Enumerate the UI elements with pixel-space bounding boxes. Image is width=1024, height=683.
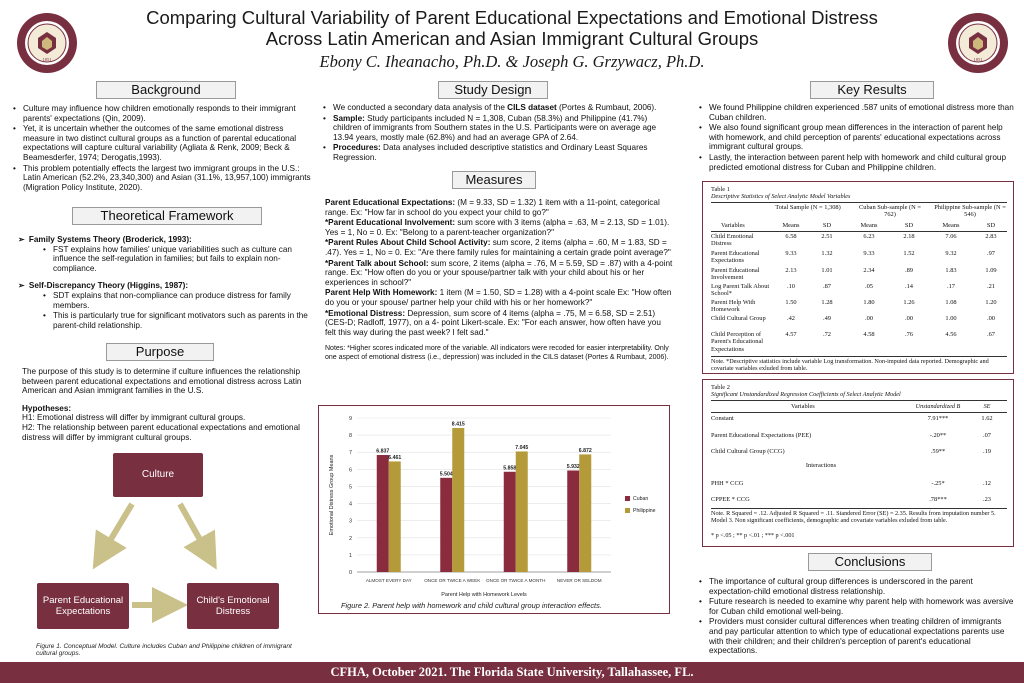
table-2-significance: * p <.05 ; ** p <.01 ; *** p <.001 (711, 532, 795, 539)
x-tick-label: ALMOST EVERY DAY (365, 578, 412, 583)
table-cell: 9.33 (785, 250, 797, 257)
legend-label: Cuban (633, 496, 649, 502)
authors: Ebony C. Iheanacho, Ph.D. & Joseph G. Grzywacz, Ph.D. (319, 52, 705, 71)
table-1-col-header: SD (904, 222, 914, 229)
table-cell: .97 (987, 250, 995, 257)
data-label: 6.461 (388, 454, 402, 461)
measure-phh: Parent Help With Homework: 1 item (M = 1.50, SD = 1.28) with a 4-point scale Ex: "How often do you or your spouse/ partner help your child with his or her homework?" (325, 288, 672, 307)
framework-heading: Theoretical Framework (72, 207, 262, 225)
table-1-group: Philippine Sub-sample (N = 546) (934, 204, 1006, 219)
design-bullet: • We conducted a secondary data analysis of the CILS dataset (Portes & Rumbaut, 2006). (322, 103, 672, 113)
conclusions-heading: Conclusions (808, 553, 932, 571)
table-cell: .76 (905, 331, 913, 338)
table-row-label: Child Cultural Group (711, 315, 766, 322)
table-cell: .49 (823, 315, 831, 322)
table-cell: 1.00 (945, 315, 957, 322)
table-cell: .07 (983, 432, 991, 439)
table-cell: 2.18 (903, 233, 915, 240)
framework-bullet: • This is particularly true for significant motivators such as parents in the parent-child relationship. (42, 311, 308, 330)
table-2-col-header: Unstandardized B (915, 403, 961, 410)
table-row-label: CPPEE * CCG (711, 496, 750, 503)
table-1-title: Descriptive Statistics of Select Analytic Model Variables (711, 193, 851, 201)
measure-pee: Parent Educational Expectations: (M = 9.33, SD = 1.32) 1 item with a 11-point, categorical range. Ex: "How far in school do you expect your child to go?" (325, 198, 660, 217)
table-cell: .67 (987, 331, 995, 338)
y-tick-label: 4 (348, 501, 352, 508)
table-cell: .59** (930, 448, 946, 455)
title-line-2: Across Latin American and Asian Immigrant Cultural Groups (265, 28, 759, 49)
table-cell: 6.23 (863, 233, 875, 240)
table-cell: 2.13 (785, 267, 797, 274)
bar-cuban (504, 472, 516, 572)
y-tick-label: 5 (348, 484, 352, 491)
bar-philippine (516, 451, 528, 572)
svg-text:1851: 1851 (42, 57, 52, 62)
table-cell: -.25* (931, 480, 945, 487)
bar-philippine (579, 454, 591, 572)
measures-text (325, 198, 673, 362)
table-cell: 1.01 (821, 267, 833, 274)
measures-notes: Notes: *Higher scores indicated more of the variable. All indicators were recoded for easier interpretability. Only one aspect of emotional distress (i.e., depression) was included in the CILS dataset (Portes & Rumbaut, 2006). (325, 345, 669, 361)
table-cell: 4.56 (945, 331, 957, 338)
y-axis-label: Emotional Distress Group Means (329, 454, 335, 536)
table-cell: 1.28 (821, 299, 833, 306)
framework-bullet: • FST explains how families' unique variabilities such as culture can influence the self-regulation in families; but fails to explain non-compliance. (42, 245, 308, 274)
table-cell: 1.50 (785, 299, 797, 306)
table-1-col-header: Variables (721, 222, 745, 229)
table-cell: .42 (787, 315, 795, 322)
poster-header (0, 0, 1024, 80)
table-1-col-header: Means (860, 222, 878, 229)
table-cell: 2.34 (863, 267, 875, 274)
legend-swatch (625, 496, 630, 501)
hypothesis-2: H2: The relationship between parent educational expectations and emotional distress will differ by immigrant cultural groups. (22, 422, 300, 442)
table-2 (711, 384, 1007, 544)
arrow-down-left (102, 504, 132, 554)
table-row-label: Child Perception of Parent's Educational Expectations (711, 331, 764, 353)
table-2-col-header: Variables (791, 403, 815, 410)
table-cell: .12 (983, 480, 991, 487)
y-tick-label: 6 (348, 467, 352, 474)
figure-1-caption: Figure 1. Conceptual Model. Culture includes Cuban and Philippine children of immigrant cultural groups. (36, 643, 292, 657)
purpose-paragraph: The purpose of this study is to determine if culture influences the relationship between parent educational expectations and emotional distress across Latin American and Asian immigrant families in the U.S. (22, 367, 302, 396)
svg-text:1851: 1851 (973, 57, 983, 62)
arrow-right-icon: ➢ (18, 235, 25, 244)
theory-2-heading: Self-Discrepancy Theory (Higgins, 1987): (28, 281, 189, 291)
table-2-interactions-label: Interactions (805, 462, 837, 469)
y-tick-label: 3 (348, 518, 352, 525)
design-bullet: • Procedures: Data analyses included descriptive statistics and Ordinary Least Squares Regression. (322, 143, 672, 162)
framework-text (18, 232, 308, 331)
table-1 (711, 186, 1007, 371)
table-cell: .00 (987, 315, 995, 322)
table-cell: -.20** (929, 432, 947, 439)
title-line-1: Comparing Cultural Variability of Parent Educational Expectations and Emotional Distress (146, 7, 878, 28)
x-tick-label: ONCE OR TWICE A WEEK (424, 578, 481, 583)
table-cell: .89 (905, 267, 913, 274)
table-cell: .17 (947, 283, 955, 290)
table-row-label: Child Emotional Distress (711, 233, 754, 248)
study-design-text (322, 103, 672, 164)
table-cell: 1.32 (821, 250, 833, 257)
table-cell: 1.20 (985, 299, 997, 306)
table-cell: .00 (905, 315, 913, 322)
table-1-frame (702, 181, 1014, 374)
background-bullet: • This problem potentially effects the largest two immigrant groups in the U.S.: Latin American (52.2%, 23,340,300) and Asian (31.1%, 13,957,100) immigrants (Migration Policy Institute, 2020). (12, 164, 312, 193)
table-1-label: Table 1 (711, 186, 730, 193)
table-row-label: Parent Educational Involvement (711, 267, 760, 282)
table-1-col-header: SD (822, 222, 832, 229)
table-2-label: Table 2 (711, 384, 730, 391)
table-cell: 4.58 (863, 331, 875, 338)
university-seal-icon (16, 12, 78, 74)
table-2-title: Significant Unstandardized Regression Coefficients of Select Analytic Model (711, 391, 901, 399)
y-tick-label: 7 (348, 450, 352, 457)
background-text (12, 104, 312, 193)
measure-distress: *Emotional Distress: Depression, sum score of 4 items (alpha = .75, M = 6.58, SD = 2.51) (CES-D; Radloff, 1977), on a 4- point Likert-scale. Ex: "For each answer, how often have you felt this way during the past week? I felt sad." (325, 308, 661, 337)
background-bullet: • Yet, it is uncertain whether the outcomes of the same emotional distress measure in two distinct cultural groups as a function of parental educational expectations will capture cultural variability (Agliata & Renk, 2009; Beck & Beamesderfer, 1974; Derogatis,1993). (12, 124, 312, 162)
table-2-col-header: SE (983, 403, 991, 410)
table-cell: 1.62 (981, 415, 993, 422)
y-tick-label: 0 (348, 570, 352, 576)
bar-cuban (440, 478, 452, 572)
table-cell: 9.33 (863, 250, 875, 257)
purpose-text (22, 367, 312, 442)
legend-swatch (625, 508, 630, 513)
table-cell: .10 (787, 283, 795, 290)
table-2-note: Note. R Squared = .12. Adjusted R Squared = .11. Standered Error (SE) = 2.35. Results from imputation number 5. Model 3. Non significant coefficients, demographic and covariate variables exluded from table. (711, 510, 996, 524)
table-cell: 7.06 (945, 233, 957, 240)
table-row-label: Log Parent Talk About School* (711, 283, 770, 298)
hypothesis-1: H1: Emotional distress will differ by immigrant cultural groups. (22, 413, 246, 423)
table-cell: .87 (823, 283, 831, 290)
key-results-heading: Key Results (810, 81, 934, 99)
results-bullet: • We found Philippine children experienced .587 units of emotional distress more than Cuban children. (698, 103, 1016, 122)
table-1-group: Total Sample (N = 1,308) (775, 204, 841, 211)
bar-philippine (389, 461, 401, 572)
ced-box: Child's Emotional Distress (187, 583, 279, 629)
legend-label: Philippine (633, 508, 656, 514)
background-bullet: • Culture may influence how children emotionally responds to their immigrant parents' expectations (Qin, 2009). (12, 104, 312, 123)
x-tick-label: ONCE OR TWICE A MONTH (486, 578, 546, 583)
culture-box: Culture (113, 453, 203, 497)
table-cell: .21 (987, 283, 995, 290)
x-axis-label: Parent Help with Homework Levels (441, 592, 527, 598)
table-row-label: Parent Help With Homework (711, 299, 756, 314)
results-bullet: • We also found significant group mean differences in the interaction of parent help with homework, and child perception of parents' educational expectations across immigrant cultural groups. (698, 123, 1016, 152)
table-cell: .23 (983, 496, 991, 503)
table-cell: .14 (905, 283, 913, 290)
table-1-col-header: Means (942, 222, 960, 229)
bar-cuban (567, 470, 579, 572)
conclusions-text (698, 577, 1016, 657)
table-cell: 9.32 (945, 250, 957, 257)
table-cell: 1.09 (985, 267, 997, 274)
background-heading: Background (96, 81, 236, 99)
table-cell: 1.26 (903, 299, 915, 306)
data-label: 8.415 (451, 421, 465, 428)
framework-bullet: • SDT explains that non-compliance can produce distress for family members. (42, 291, 308, 310)
y-tick-label: 9 (348, 416, 352, 422)
y-tick-label: 1 (348, 552, 352, 559)
measure-pei: *Parent Educational Involvement: sum score with 3 items (alpha = .63, M = 2.13, SD = 1.01). Yes = 1, No = 0. Ex: "Belong to a parent-teacher organization?" (325, 218, 670, 237)
table-1-col-header: SD (986, 222, 996, 229)
poster-footer: CFHA, October 2021. The Florida State University, Tallahassee, FL. (0, 662, 1024, 683)
table-cell: .78*** (929, 496, 947, 503)
study-design-heading: Study Design (438, 81, 548, 99)
results-bullet: • Lastly, the interaction between parent help with homework and child cultural group predicted emotional distress for Cuban and Philippine children. (698, 153, 1016, 172)
measure-prcsa: *Parent Rules About Child School Activity: sum score, 2 items (alpha = .60, M = 1.83, SD = .47). Yes = 1, No = 0. Ex: "Are there family rules for maintaining a certain grade point average?" (325, 238, 671, 257)
figure-2-frame (318, 405, 670, 614)
conclusions-bullet: • Future research is needed to examine why parent help with homework was aversive for Cuban child emotional well-being. (698, 597, 1016, 616)
measures-heading: Measures (452, 171, 536, 189)
bar-cuban (377, 455, 389, 572)
table-cell: .19 (983, 448, 991, 455)
table-row-label: Constant (711, 415, 734, 422)
table-cell: 1.80 (863, 299, 875, 306)
data-label: 5.932 (566, 463, 580, 470)
table-cell: 2.83 (985, 233, 997, 240)
design-bullet: • Sample: Study participants included N = 1,308, Cuban (58.3%) and Philippine (41.7%) children of immigrants from Southern states in the U.S. Participants were on average age 13.94 years, mostly male (62.8%) and had an average GPA of 2.64. (322, 114, 672, 143)
data-label: 7.045 (515, 444, 529, 451)
data-label: 5.858 (503, 465, 517, 472)
data-label: 6.837 (376, 448, 390, 455)
table-1-note: Note. *Descriptive statistics include variable Log transformation. Non-imputed data reported. Demographic and covariate variables exluded from table. (711, 358, 989, 372)
table-cell: .00 (865, 315, 873, 322)
bar-philippine (452, 428, 464, 572)
table-2-frame (702, 379, 1014, 547)
table-cell: .05 (865, 283, 873, 290)
hypotheses-heading: Hypotheses: (22, 403, 72, 413)
arrow-down-right (180, 504, 208, 554)
arrow-right-icon: ➢ (18, 281, 25, 291)
x-tick-label: NEVER OR SELDOM (556, 578, 602, 583)
table-cell: 1.52 (903, 250, 915, 257)
measure-pts: *Parent Talk about School: sum score, 2 items (alpha = .76, M = 5.59, SD = .87) with a 4-point range. Ex: "How often do you or your spouse/partner talk with your child about his or her experiences in school?" (325, 258, 673, 287)
table-cell: 1.83 (945, 267, 957, 274)
conclusions-bullet: • The importance of cultural group differences is underscored in the parent expectation-child emotional distress relationship. (698, 577, 1016, 596)
table-row-label: Parent Educational Expectations (PEE) (711, 432, 812, 439)
table-cell: 7.91*** (927, 415, 949, 422)
university-seal-icon (947, 12, 1009, 74)
table-cell: 1.08 (945, 299, 957, 306)
bar-chart (319, 408, 668, 598)
table-cell: .72 (823, 331, 831, 338)
table-cell: 4.57 (785, 331, 797, 338)
data-label: 5.504 (439, 471, 453, 478)
key-results-text (698, 103, 1016, 173)
purpose-heading: Purpose (106, 343, 214, 361)
figure-2-caption: Figure 2. Parent help with homework and child cultural group interaction effects. (341, 601, 602, 610)
pee-box: Parent Educational Expectations (37, 583, 129, 629)
data-label: 6.872 (578, 447, 592, 454)
y-tick-label: 2 (348, 535, 352, 542)
table-cell: 2.51 (821, 233, 833, 240)
table-row-label: Child Cultural Group (CCG) (711, 448, 785, 455)
y-tick-label: 8 (348, 433, 352, 440)
table-1-group: Cuban Sub-sample (N = 762) (859, 204, 921, 219)
theory-1-heading: Family Systems Theory (Broderick, 1993): (28, 235, 192, 244)
table-row-label: Parent Educational Expectations (711, 250, 760, 265)
poster-title (90, 7, 934, 49)
table-row-label: PHH * CCG (711, 480, 744, 487)
table-1-col-header: Means (782, 222, 800, 229)
conclusions-bullet: • Providers must consider cultural differences when treating children of immigrants and pay particular attention to which type of educational expectations parents use with their children; and their children's perception of parent's educational expectations. (698, 617, 1016, 655)
table-cell: 6.58 (785, 233, 797, 240)
